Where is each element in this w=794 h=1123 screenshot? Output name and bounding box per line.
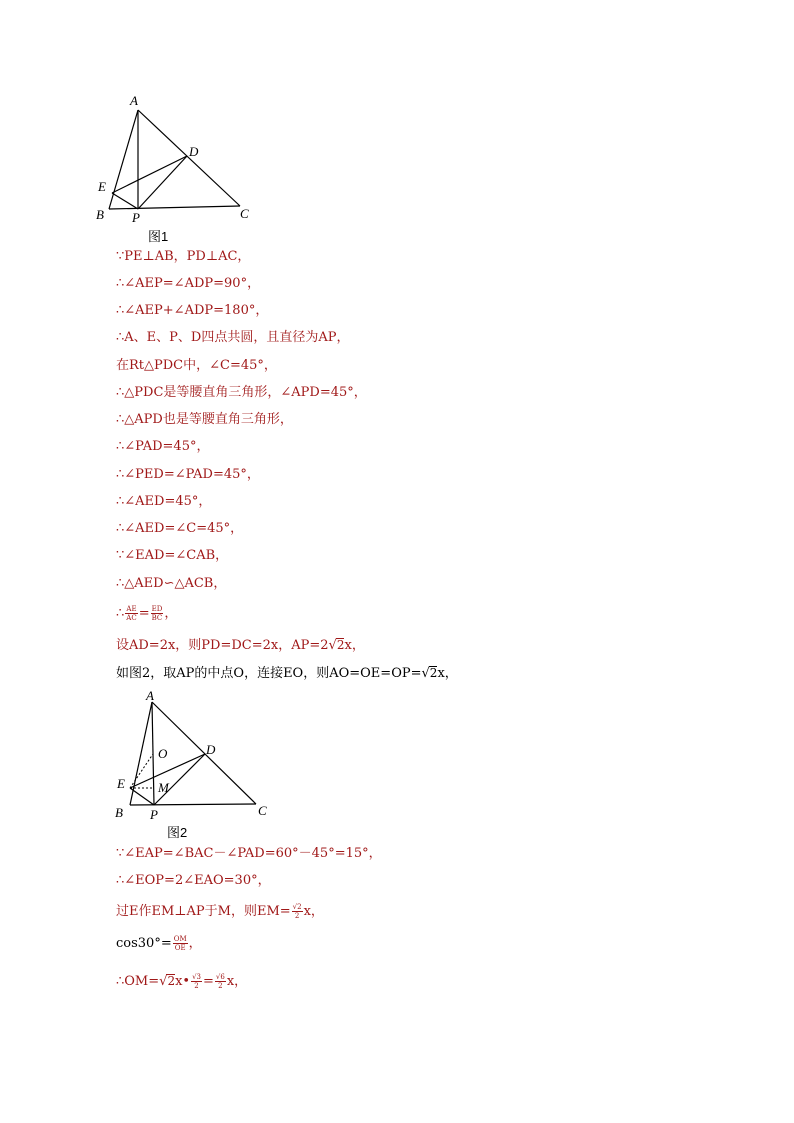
figure-2 bbox=[108, 688, 278, 823]
label-D: D bbox=[206, 742, 216, 757]
fraction-om-oe: $\frac{OM}{OE}$ bbox=[173, 935, 187, 952]
label-O: O bbox=[158, 746, 168, 761]
fraction-sqrt2-2: $\frac{√2}{2}$ bbox=[292, 903, 302, 920]
label-E: E bbox=[98, 179, 106, 194]
label-A: A bbox=[146, 688, 154, 703]
proof-line: ∴∠AEP+∠ADP=180°， bbox=[116, 303, 269, 318]
proof-line: ∴∠PAD=45°， bbox=[116, 439, 210, 454]
segment-PD bbox=[138, 156, 187, 209]
label-E: E bbox=[117, 776, 125, 791]
label-D: D bbox=[189, 144, 199, 159]
fraction-sqrt6-2: $\frac{√6}{2}$ bbox=[215, 973, 225, 990]
label-C: C bbox=[258, 803, 267, 818]
fraction-sqrt3-2: $\frac{√3}{2}$ bbox=[192, 973, 201, 990]
sqrt-sign: √ bbox=[328, 638, 337, 653]
ratio-line: ∴ $\frac{AE}{AC}$ = $\frac{ED}{BC}$ ， bbox=[116, 605, 178, 622]
cos-line: cos30°= $\frac{OM}{OE}$ ， bbox=[116, 935, 202, 952]
proof-line: ∴∠AED=∠C=45°， bbox=[116, 521, 244, 536]
fraction-ed-bc: $\frac{ED}{BC}$ bbox=[151, 605, 163, 622]
proof-line: ∴△PDC是等腰直角三角形，∠APD=45°， bbox=[116, 385, 367, 400]
om-line: ∴OM=√2x• $\frac{√3}{2}$ = $\frac{√6}{2}$ x， bbox=[116, 973, 248, 990]
proof-line: ∴A、E、P、D四点共圆，且直径为AP， bbox=[116, 330, 350, 345]
segment-AB bbox=[130, 702, 152, 805]
label-C: C bbox=[240, 206, 249, 221]
figure-2-caption: 图2 bbox=[167, 825, 188, 840]
proof-line: 在Rt△PDC中，∠C=45°， bbox=[116, 358, 277, 373]
sqrt-sign: √ bbox=[421, 666, 430, 681]
proof-line: ∴∠PED=∠PAD=45°， bbox=[116, 467, 260, 482]
segment-BC bbox=[109, 206, 240, 209]
label-P: P bbox=[150, 807, 158, 822]
label-P: P bbox=[132, 210, 140, 223]
proof-line: ∵PE⊥AB，PD⊥AC， bbox=[116, 249, 251, 264]
proof-line: ∴△AED∽△ACB， bbox=[116, 576, 227, 591]
figure2-intro-line: 如图2，取AP的中点O，连接EO，则AO=OE=OP=√2x， bbox=[116, 666, 458, 681]
label-A: A bbox=[130, 93, 138, 108]
proof-line: ∴∠AED=45°， bbox=[116, 494, 212, 509]
label-B: B bbox=[96, 207, 104, 222]
figure-1-caption: 图1 bbox=[148, 229, 169, 244]
em-line: 过E作EM⊥AP于M，则EM= $\frac{√2}{2}$ x， bbox=[116, 903, 324, 920]
proof-line: ∴∠EOP=2∠EAO=30°， bbox=[116, 873, 271, 888]
segment-BC bbox=[130, 804, 256, 805]
label-B: B bbox=[115, 805, 123, 820]
figure-1 bbox=[90, 88, 260, 223]
label-M: M bbox=[158, 780, 169, 795]
proof-line: ∵∠EAP=∠BAC－∠PAD=60°－45°=15°， bbox=[116, 846, 382, 861]
proof-line: ∵∠EAD=∠CAB， bbox=[116, 548, 229, 563]
set-variable-line: 设AD=2x，则PD=DC=2x，AP=2√2x， bbox=[116, 638, 365, 653]
proof-line: ∴△APD也是等腰直角三角形， bbox=[116, 412, 293, 427]
segment-EP bbox=[112, 193, 138, 209]
segment-EP bbox=[130, 788, 154, 805]
fraction-ae-ac: $\frac{AE}{AC}$ bbox=[126, 605, 137, 622]
segment-AP bbox=[152, 702, 154, 805]
sqrt-sign: √ bbox=[159, 974, 168, 989]
proof-line: ∴∠AEP=∠ADP=90°， bbox=[116, 276, 261, 291]
